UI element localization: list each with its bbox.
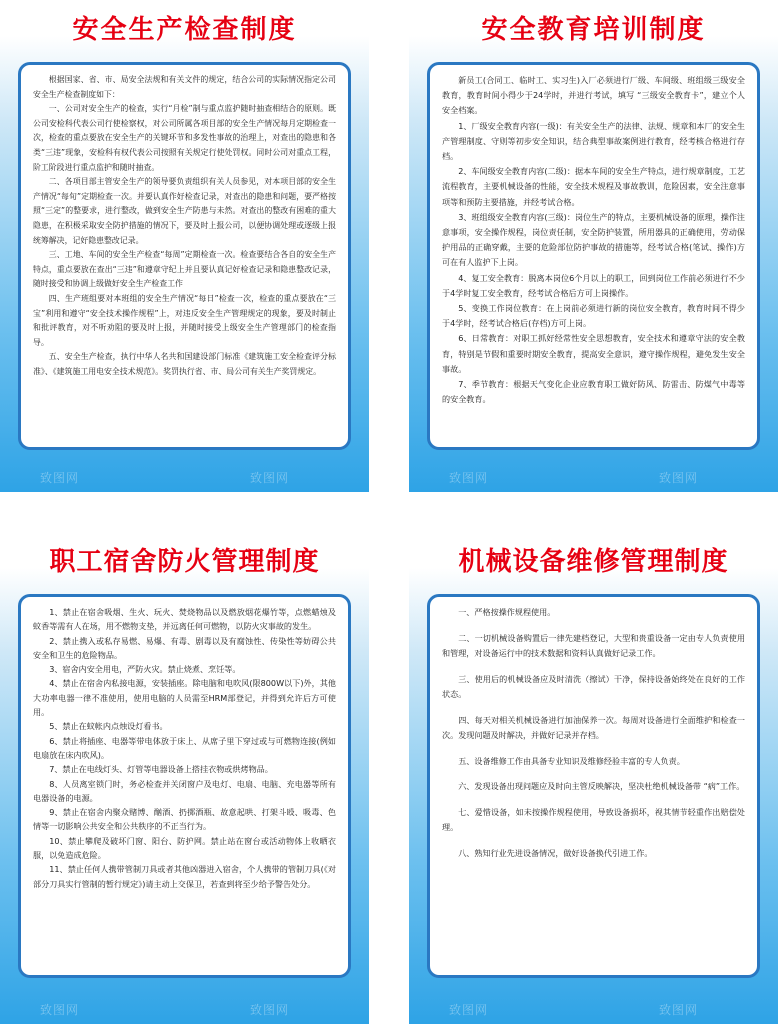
poster-title: 职工宿舍防火管理制度 — [49, 547, 320, 577]
poster-safety-inspection — [0, 0, 369, 492]
watermark: 致图网 — [449, 1003, 489, 1017]
paragraph: 根据国家、省、市、局安全法规和有关文件的规定，结合公司的实际情况指定公司安全生产检查制度如下： — [33, 75, 336, 99]
paragraph: 4、复工安全教育：脱离本岗位6个月以上的职工，回到岗位工作前必须进行不少于4学时复工安全教育，经考试合格后方可上岗操作。 — [442, 272, 745, 298]
paragraph: 3、班组级安全教育内容(三级)：岗位生产的特点，主要机械设备的原理，操作注意事项，安全操作规程，岗位责任制，安全防护装置，所用器具的正确使用，劳动保护用品的正确穿戴，主要的危险部位防护事故的措施等，经考试合格(笔试、操作)方可在有人监护下上岗。 — [442, 211, 745, 268]
paragraph: 新员工(合同工、临时工、实习生)入厂必须进行厂级、车间级、班组级三级安全教育，教育时间小得少于24学时，并进行考试，填写 “三级安全教育卡”，建立个人安全档案。 — [442, 75, 745, 116]
paragraph: 7、季节教育：根据天气变化企业应教育职工做好防风、防雷击、防煤气中毒等的安全教育。 — [442, 379, 745, 405]
paragraph: 1、禁止在宿舍吸烟、生火、玩火、焚烧物品以及燃放烟花爆竹等，点燃蜡烛及蚊香等需有人在场，用不燃物支垫，并远离任何可燃物，以防火灾事故的发生。 — [33, 607, 336, 632]
paragraph: 四、每天对相关机械设备进行加油保养一次。每周对设备进行全面维护和检查一次。发现问题及时解决，并做好记录并存档。 — [442, 714, 745, 740]
watermark: 致图网 — [449, 471, 489, 485]
paragraph: 一、严格按操作规程使用。 — [458, 607, 556, 617]
paragraph: 三、使用后的机械设备应及时清洗（擦试）干净，保持设备始终处在良好的工作状态。 — [442, 673, 745, 699]
paragraph: 七、爱惜设备，如未按操作规程使用，导致设备损坏，视其情节轻重作出赔偿处理。 — [442, 806, 745, 833]
watermark: 致图网 — [40, 1003, 80, 1017]
paragraph: 1、厂级安全教育内容(一级)：有关安全生产的法律、法规、规章和本厂的安全生产管理制度、守则等初步安全知识，结合典型事故案例进行教育，经考核合格进行存档。 — [442, 120, 745, 162]
watermark: 致图网 — [40, 471, 80, 485]
paragraph: 5、变换工作岗位教育：在上岗前必须进行新的岗位安全教育，教育时间不得少于4学时，经考试合格后(存档)方可上岗。 — [442, 303, 745, 329]
paragraph: 四、生产班组要对本班组的安全生产情况“每日”检查一次，检查的重点要放在“三宝”利用和遵守“安全技术操作规程”上，对违反安全生产管理规定的现象，要及时制止和批评教育，对不听劝阻的要及时上报，并随时接受上级安全生产管理部门的检查指导。 — [33, 293, 336, 347]
content-card — [18, 62, 351, 450]
paragraph: 五、安全生产检查，执行中华人名共和国建设部门标准《建筑施工安全检查评分标准》、《建筑施工用电安全技术规范》。奖罚执行省、市、局公司有关生产奖罚规定。 — [33, 352, 336, 376]
poster-title: 安全生产检查制度 — [72, 15, 297, 45]
poster-title: 机械设备维修管理制度 — [458, 547, 729, 577]
paragraph: 三、工地、车间的安全生产检查“每周”定期检查一次。检查要结合各自的安全生产特点，重点要放在查出“三违”和遵章守纪上并且要认真记好检查记录和隐患整改记录，随时接受和协调上级做好安全生产检查工作 — [33, 250, 336, 289]
paragraph: 3、宿舍内安全用电，严防火灾。禁止烧煮、烹饪等。 — [49, 664, 241, 675]
paragraph: 8、人员离室锁门时，务必检查并关闭窗户及电灯、电扇、电脑、充电器等所有电器设备的电源。 — [33, 778, 336, 803]
paragraph: 10、禁止攀爬及破坏门窗、阳台、防护网。禁止站在窗台或活动物体上收晒衣服，以免造成危险。 — [33, 835, 336, 861]
content-card — [427, 594, 760, 978]
paragraph: 二、各项目部主管安全生产的领导要负责组织有关人员参见，对本项目部的安全生产情况“每旬”定期检查一次。并要认真作好检查记录，对查出的隐患和问题，要严格按照“三定”的整要求，进行整改，做到安全生产防患与未然。对查出的整改有困难的重大隐患，在积极采取安全防护措施的情况下，要及时上报公司，以便协调处理或逐级上报统筹解决，记好隐患整改记录。 — [33, 177, 336, 245]
paragraph: 五、设备维修工作由具备专业知识及维修经验丰富的专人负责。 — [458, 755, 685, 766]
watermark: 致图网 — [659, 471, 699, 485]
paragraph: 八、熟知行业先进设备情况，做好设备换代引进工作。 — [458, 847, 653, 858]
poster-dorm-fire-safety — [0, 532, 369, 1024]
paragraph: 2、禁止携入或私存易燃、易爆、有毒、剧毒以及有腐蚀性、传染性等妨碍公共安全和卫生的危险物品。 — [33, 635, 336, 660]
content-card — [18, 594, 351, 978]
paragraph: 一、公司对安全生产的检查，实行“月检”制与重点监护随时抽查相结合的原则。既公司安检科代表公司行使检察权，对公司所属各项目部的安全生产情况每月定期检查一次，检查的重点要放在安全生产的关键环节和多发性事故的治理上，对查出的隐患和各类“三违”现象，安检科有权代表公司按照有关规定行使处罚权。同时公司对重点工程，阶工阶段进行重点监护和随时抽查。 — [33, 104, 336, 172]
paragraph: 7、禁止在电线灯头、灯管等电器设备上搭挂衣物或烘烤物品。 — [49, 764, 273, 775]
paragraph: 5、禁止在蚊帐内点烛设灯看书。 — [49, 721, 168, 732]
poster-safety-training — [409, 0, 778, 492]
paragraph: 4、禁止在宿舍内私接电源，安装插座。除电脑和电吹风(限800W以下)外，其他大功率电器一律不准使用，使用电脑的人员需至HRM部登记，并得到允许后方可使用。 — [33, 678, 336, 718]
paragraph: 11、禁止任何人携带管制刀具或者其他凶器进入宿舍，个人携带的管制刀具(《对部分刀具实行管制的暂行规定》)请主动上交保卫，若查到将至少给予警告处分。 — [33, 864, 336, 889]
watermark: 致图网 — [250, 471, 290, 485]
content-card — [427, 62, 760, 450]
paragraph: 6、日常教育：对职工抓好经常性安全思想教育，安全技术和遵章守法的安全教育，特别是节假和重要时期安全教育，提高安全意识，遵守操作规程，避免发生安全事故。 — [442, 333, 745, 374]
poster-equipment-maintenance — [409, 532, 778, 1024]
paragraph: 9、禁止在宿舍内聚众赌博、酗酒、扔掷酒瓶、故意起哄、打架斗殴、吸毒、色情等一切影响公共安全和公共秩序的不正当行为。 — [33, 807, 336, 832]
watermark: 致图网 — [659, 1003, 699, 1017]
watermark: 致图网 — [250, 1003, 290, 1017]
poster-title: 安全教育培训制度 — [481, 15, 706, 45]
paragraph: 六、发现设备出现问题应及时向主管反映解决，坚决杜绝机械设备带 “病”工作。 — [458, 781, 745, 792]
paragraph: 二、一切机械设备购置后一律先建档登记，大型和贵重设备一定由专人负责使用和管理，对设备运行中的技术数据和资料认真做好记录工作。 — [442, 632, 745, 658]
paragraph: 6、禁止将插座、电器等带电体放于床上、从席子里下穿过或与可燃物连接(例如电扇放在床内吹风)。 — [33, 735, 336, 760]
paragraph: 2、车间级安全教育内容(二级)：据本车间的安全生产特点，进行规章制度，工艺流程教育，主要机械设备的性能，安全技术规程及事故教训，危险因素，安全注意事项等和预防主要措施，并经考试合格。 — [442, 166, 745, 207]
